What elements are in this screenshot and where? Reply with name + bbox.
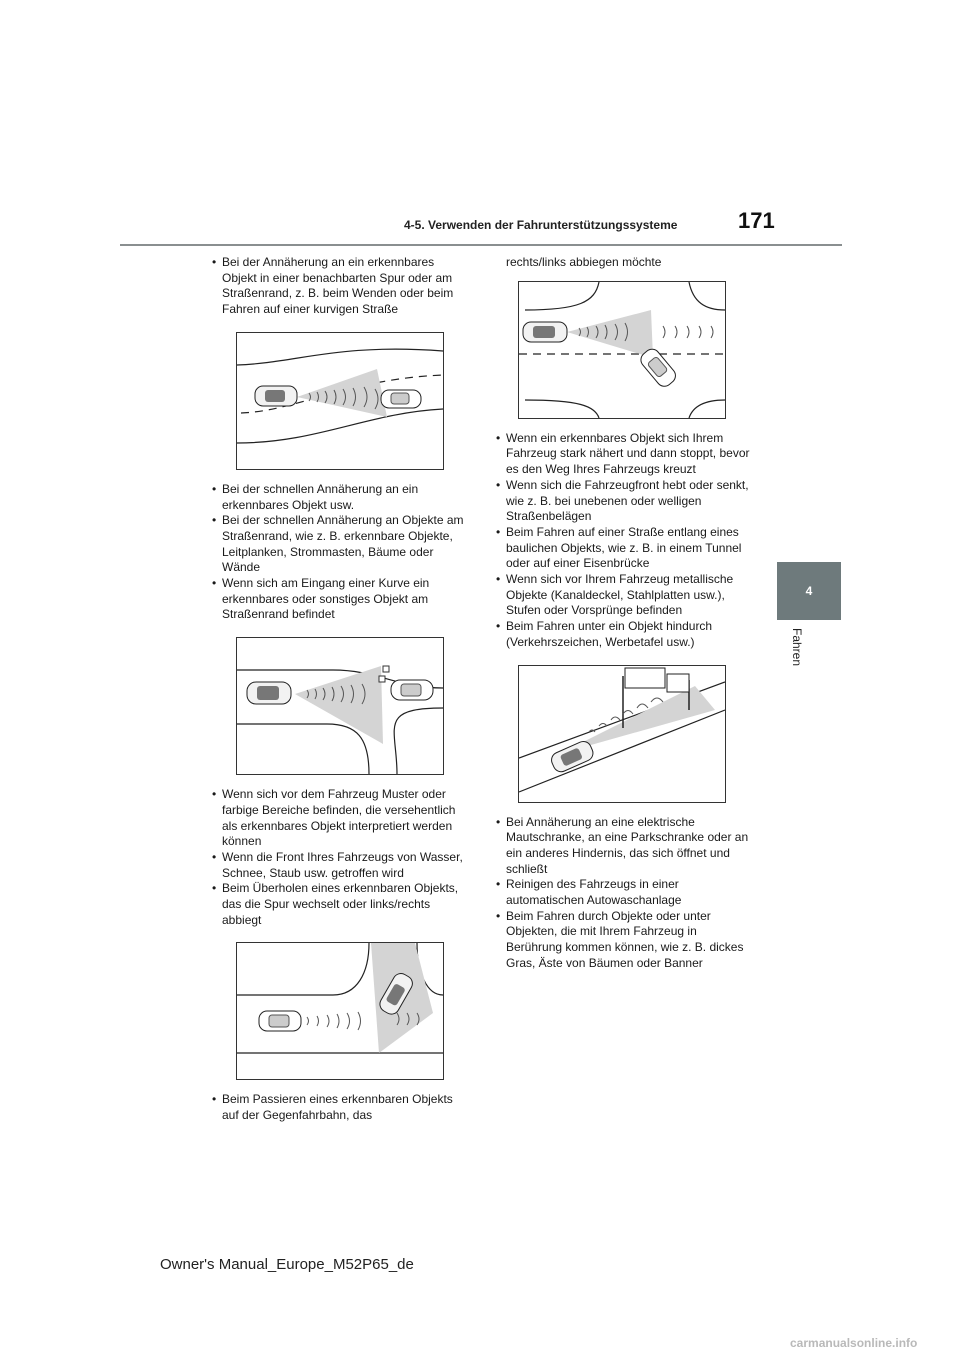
chapter-tab[interactable] — [777, 562, 841, 620]
right-column — [494, 255, 754, 972]
left-column — [210, 255, 470, 1124]
header-divider — [120, 244, 842, 246]
bullet-list — [494, 431, 754, 651]
section-title: 4-5. Verwenden der Fahrunterstützungssysteme — [404, 218, 678, 232]
list-item: • Beim Fahren auf einer Straße entlang eines baulichen Objekts, wie z. B. in einem Tunnel oder auf einer Eisenbrücke — [494, 525, 754, 572]
chapter-number: 4 — [805, 584, 813, 598]
bullet-list — [210, 255, 470, 318]
list-item: • Beim Fahren unter ein Objekt hindurch (Verkehrszeichen, Werbetafel usw.) — [494, 619, 754, 650]
list-item: • Wenn sich vor Ihrem Fahrzeug metallische Objekte (Kanaldeckel, Stahlplatten usw.), Stufen oder Vorsprünge befinden — [494, 572, 754, 619]
bullet-list — [210, 1092, 470, 1123]
list-item: • Wenn ein erkennbares Objekt sich Ihrem Fahrzeug stark nähert und dann stoppt, bevor es den Weg Ihres Fahrzeugs kreuzt — [494, 431, 754, 478]
figure-turning-vehicle — [236, 942, 444, 1080]
list-item: • Beim Überholen eines erkennbaren Objekts, das die Spur wechselt oder links/rechts abbiegt — [210, 881, 470, 928]
bullet-list — [210, 482, 470, 623]
chapter-label: Fahren — [790, 628, 804, 667]
list-item: • Bei der Annäherung an ein erkennbares Objekt in einer benachbarten Spur oder am Straßenrand, z. B. beim Wenden oder beim Fahren auf einer kurvigen Straße — [210, 255, 470, 318]
list-item-continuation: rechts/links abbiegen möchte — [506, 255, 662, 269]
figure-crossing-vehicle — [518, 281, 726, 419]
watermark: carmanualsonline.info — [790, 1336, 918, 1350]
bullet-list — [210, 787, 470, 928]
list-item: • Wenn die Front Ihres Fahrzeugs von Wasser, Schnee, Staub usw. getroffen wird — [210, 850, 470, 881]
bullet-list — [494, 815, 754, 972]
footer-manual-id: Owner's Manual_Europe_M52P65_de — [160, 1256, 414, 1273]
list-item: • Reinigen des Fahrzeugs in einer automatischen Autowaschanlage — [494, 877, 754, 908]
figure-overhead-sign — [518, 665, 726, 803]
list-item: • Bei Annäherung an eine elektrische Mautschranke, an eine Parkschranke oder an ein anderes Hindernis, das sich öffnet und schließt — [494, 815, 754, 878]
figure-curve-entrance — [236, 637, 444, 775]
list-item: • Beim Passieren eines erkennbaren Objekts auf der Gegenfahrbahn, das — [210, 1092, 470, 1123]
page-number: 171 — [738, 208, 775, 233]
list-item: • Wenn sich am Eingang einer Kurve ein erkennbares oder sonstiges Objekt am Straßenrand befindet — [210, 576, 470, 623]
list-item: • Wenn sich vor dem Fahrzeug Muster oder farbige Bereiche befinden, die versehentlich als erkennbares Objekt interpretiert werden können — [210, 787, 470, 850]
list-item: • Bei der schnellen Annäherung an Objekte am Straßenrand, wie z. B. erkennbare Objekte, Leitplanken, Strommasten, Bäume oder Wände — [210, 513, 470, 576]
figure-curved-road — [236, 332, 444, 470]
list-item: • Wenn sich die Fahrzeugfront hebt oder senkt, wie z. B. bei unebenen oder welligen Straßenbelägen — [494, 478, 754, 525]
list-item: • Bei der schnellen Annäherung an ein erkennbares Objekt usw. — [210, 482, 470, 513]
list-item: • Beim Fahren durch Objekte oder unter Objekten, die mit Ihrem Fahrzeug in Berührung kommen können, wie z. B. dickes Gras, Äste von Bäumen oder Banner — [494, 909, 754, 972]
